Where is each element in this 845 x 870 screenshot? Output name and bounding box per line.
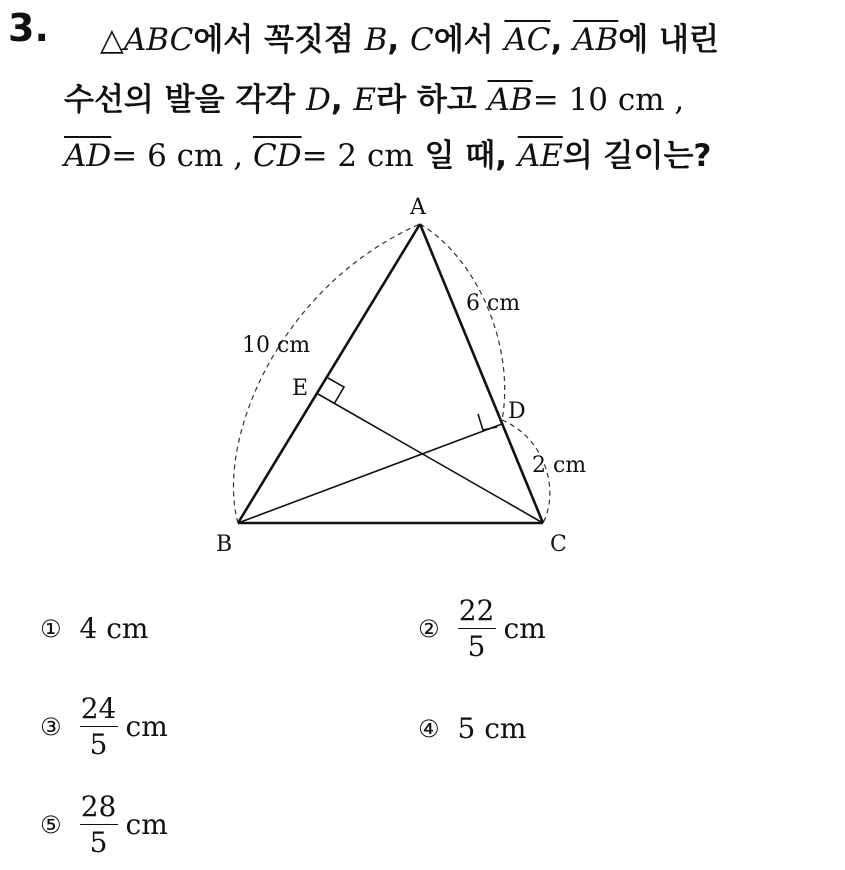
- unit: cm: [125, 710, 168, 744]
- fraction-bar: [80, 726, 118, 727]
- numerator: 24: [80, 692, 117, 725]
- question-line-3: [64, 130, 711, 175]
- unit: cm: [125, 808, 168, 842]
- segment-ae: $\overline{AE}$: [517, 138, 563, 174]
- segment-cd: $\overline{CD}$: [252, 138, 302, 174]
- label-length-ad: 6 cm: [466, 291, 521, 316]
- denominator: 5: [467, 630, 486, 664]
- label-length-dc: 2 cm: [532, 453, 587, 478]
- right-angle-mark-d: [478, 414, 497, 430]
- text: 일 때,: [413, 138, 518, 174]
- comma: ,: [387, 22, 410, 58]
- point-e: E: [353, 82, 377, 118]
- choice-mark: ③: [40, 712, 62, 741]
- denominator: 5: [89, 728, 108, 762]
- choice-4[interactable]: [418, 712, 526, 745]
- text: 의 길이는?: [562, 138, 712, 174]
- label-c: C: [550, 532, 567, 557]
- segment-ab: $\overline{AB}$: [487, 82, 533, 118]
- comma: ,: [550, 22, 574, 58]
- label-d: D: [508, 399, 526, 424]
- label-a: A: [410, 195, 426, 220]
- segment-ac: $\overline{AC}$: [504, 22, 551, 58]
- unit: cm: [503, 612, 546, 646]
- point-d: D: [306, 82, 331, 118]
- text: 수선의 발을 각각: [64, 82, 306, 118]
- length-cd: = 2 cm: [301, 138, 414, 174]
- fraction: [80, 792, 118, 858]
- numerator: 28: [80, 790, 117, 823]
- triangle-figure: [0, 180, 845, 560]
- choice-1[interactable]: [40, 612, 148, 645]
- segment-ad: $\overline{AD}$: [64, 138, 112, 174]
- question-line-2: [64, 74, 684, 119]
- question-number: 3.: [8, 6, 49, 50]
- label-e: E: [292, 376, 309, 401]
- length-ab: = 10 cm ,: [532, 82, 685, 118]
- fraction-bar: [458, 628, 496, 629]
- triangle-abc: △ABC: [100, 22, 194, 58]
- numerator: 22: [458, 594, 495, 627]
- choice-3[interactable]: [40, 694, 168, 760]
- length-ad: = 6 cm ,: [111, 138, 253, 174]
- choice-mark: ①: [40, 614, 62, 643]
- segment-ab: $\overline{AB}$: [573, 22, 619, 58]
- right-angle-mark-e: [328, 378, 344, 404]
- text: 에서: [433, 22, 505, 58]
- side-ac: [420, 224, 543, 523]
- fraction: [458, 596, 496, 662]
- vertex-b: B: [364, 22, 388, 58]
- choice-2[interactable]: [418, 596, 546, 662]
- text: 에 내린: [618, 22, 719, 58]
- text: 에서 꼭짓점: [193, 22, 365, 58]
- label-length-ab: 10 cm: [242, 333, 311, 358]
- choice-mark: ④: [418, 714, 440, 743]
- choice-mark: ⑤: [40, 810, 62, 839]
- comma: ,: [330, 82, 354, 118]
- denominator: 5: [89, 826, 108, 860]
- side-ab: [238, 224, 420, 523]
- choice-mark: ②: [418, 614, 440, 643]
- choice-value: 4 cm: [79, 612, 149, 645]
- question-line-1: [100, 14, 719, 59]
- text: 라 하고: [376, 82, 488, 118]
- choice-value: 5 cm: [457, 712, 527, 745]
- perpendicular-be: [238, 424, 502, 523]
- fraction-bar: [80, 824, 118, 825]
- choice-5[interactable]: [40, 792, 168, 858]
- fraction: [80, 694, 118, 760]
- label-b: B: [216, 532, 233, 557]
- vertex-c: C: [410, 22, 434, 58]
